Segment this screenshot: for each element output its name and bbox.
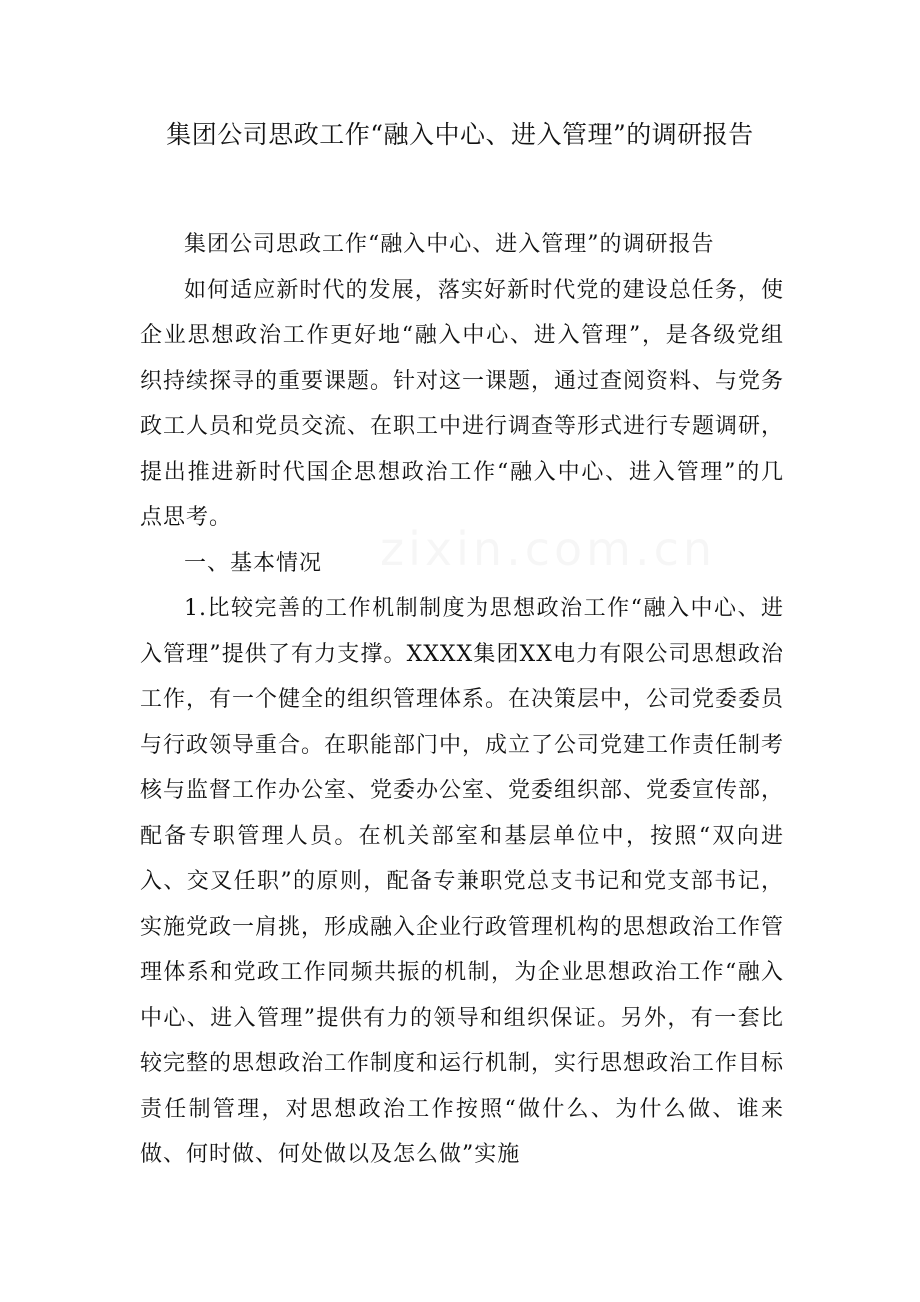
document-title: 集团公司思政工作“融入中心、进入管理”的调研报告 (166, 120, 754, 149)
repeated-title-paragraph: 集团公司思政工作“融入中心、进入管理”的调研报告 (184, 232, 715, 257)
section-heading: 一、基本情况 (184, 550, 323, 576)
document-body (140, 222, 784, 1178)
section-paragraph: 1.比较完善的工作机制制度为思想政治工作“融入中心、进入管理”提供了有力支撑。XXXX集团XX电力有限公司思想政治工作，有一个健全的组织管理体系。在决策层中，公司党委委员与行政领导重合。在职能部门中，成立了公司党建工作责任制考核与监督工作办公室、党委办公室、党委组织部、党委宣传部，配备专职管理人员。在机关部室和基层单位中，按照“双向进入、交叉任职”的原则，配备专兼职党总支书记和党支部书记，实施党政一肩挑，形成融入企业行政管理机构的思想政治工作管理体系和党政工作同频共振的机制，为企业思想政治工作“融入中心、进入管理”提供有力的领导和组织保证。另外，有一套比较完整的思想政治工作制度和运行机制，实行思想政治工作目标责任制管理，对思想政治工作按照“做什么、为什么做、谁来做、何时做、何处做以及怎么做”实施 (140, 596, 785, 1167)
intro-paragraph: 如何适应新时代的发展，落实好新时代党的建设总任务，使企业思想政治工作更好地“融入中心、进入管理”，是各级党组织持续探寻的重要课题。针对这一课题，通过查阅资料、与党务政工人员和党员交流、在职工中进行调查等形式进行专题调研，提出推进新时代国企思想政治工作“融入中心、进入管理”的几点思考。 (140, 277, 785, 530)
